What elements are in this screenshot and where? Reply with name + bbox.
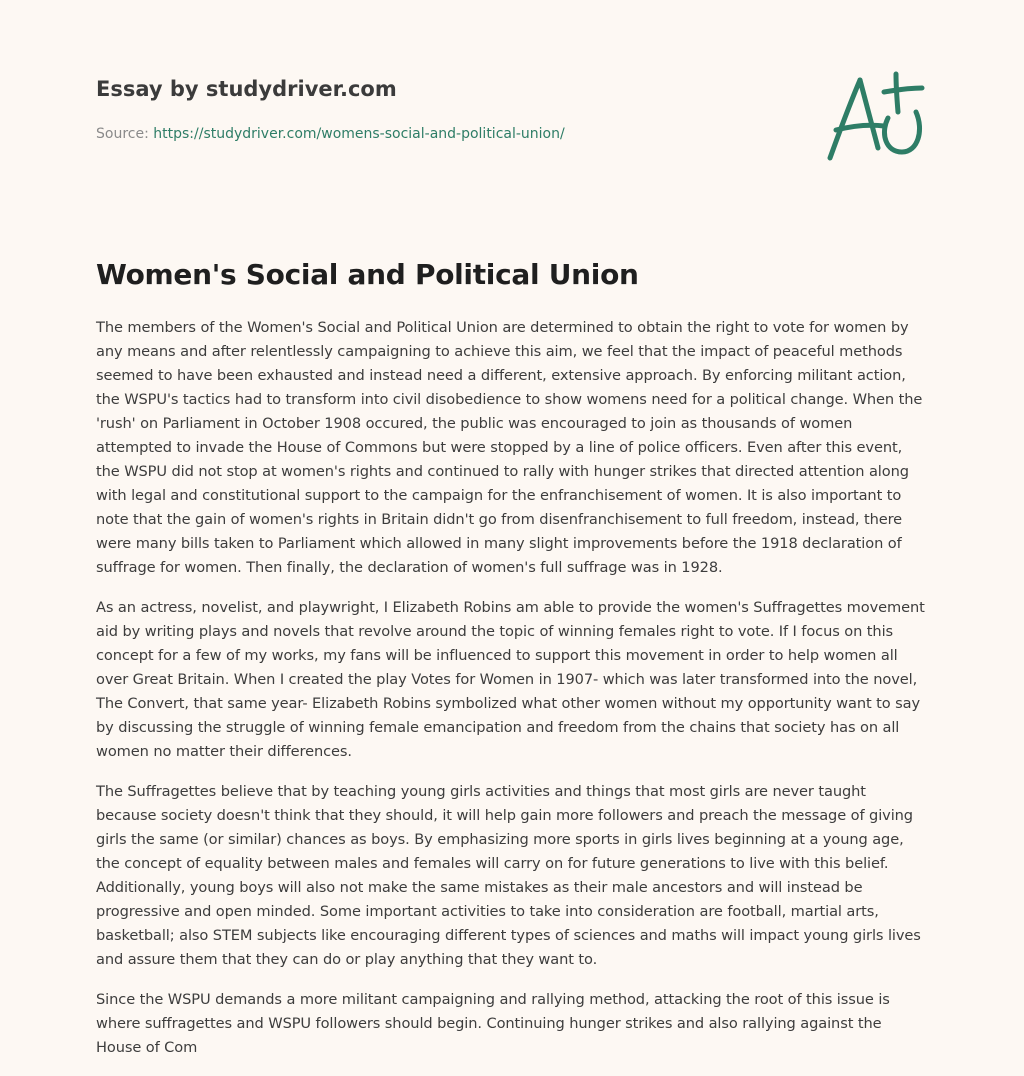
- essay-paragraph: The members of the Women's Social and Political Union are determined to obtain the right to vote for women by any means and after relentlessly campaigning to achieve this aim, we feel that the impact of peaceful methods seemed to have been exhausted and instead need a different, extensive approach. By enforcing militant action, the WSPU's tactics had to transform into civil disobedience to show womens need for a political change. When the 'rush' on Parliament in October 1908 occured, the public was encouraged to join as thousands of women attempted to invade the House of Commons but were stopped by a line of police officers. Even after this event, the WSPU did not stop at women's rights and continued to rally with hunger strikes that directed attention along with legal and constitutional support to the campaign for the enfranchisement of women. It is also important to note that the gain of women's rights in Britain didn't go from disenfranchisement to full freedom, instead, there were many bills taken to Parliament which allowed in many slight improvements before the 1918 declaration of suffrage for women. Then finally, the declaration of women's full suffrage was in 1928.: [96, 319, 923, 576]
- essay-title: Women's Social and Political Union: [96, 258, 639, 291]
- source-link[interactable]: https://studydriver.com/womens-social-and-political-union/: [153, 126, 565, 142]
- essay-paragraph: Since the WSPU demands a more militant campaigning and rallying method, attacking the root of this issue is where suffragettes and WSPU followers should begin. Continuing hunger strikes and also rallying against the House of Com: [96, 991, 890, 1056]
- source-label: Source:: [96, 126, 149, 142]
- essay-body: [96, 316, 930, 1076]
- a-plus-grade-icon: [822, 68, 932, 168]
- site-title: Essay by studydriver.com: [96, 77, 397, 101]
- source-line: [96, 124, 796, 144]
- page-header: [96, 74, 796, 144]
- essay-paragraph: The Suffragettes believe that by teaching young girls activities and things that most girls are never taught because society doesn't think that they should, it will help gain more followers and preach the message of giving girls the same (or similar) chances as boys. By emphasizing more sports in girls lives beginning at a young age, the concept of equality between males and females will carry on for future generations to live with this belief. Additionally, young boys will also not make the same mistakes as their male ancestors and will instead be progressive and open minded. Some important activities to take into consideration are football, martial arts, basketball; also STEM subjects like encouraging different types of sciences and maths will impact young girls lives and assure them that they can do or play anything that they want to.: [96, 783, 921, 968]
- essay-paragraph: As an actress, novelist, and playwright, I Elizabeth Robins am able to provide the women's Suffragettes movement aid by writing plays and novels that revolve around the topic of winning females right to vote. If I focus on this concept for a few of my works, my fans will be influenced to support this movement in order to help women all over Great Britain. When I created the play Votes for Women in 1907- which was later transformed into the novel, The Convert, that same year- Elizabeth Robins symbolized what other women without my opportunity want to say by discussing the struggle of winning female emancipation and freedom from the chains that society has on all women no matter their differences.: [96, 599, 925, 760]
